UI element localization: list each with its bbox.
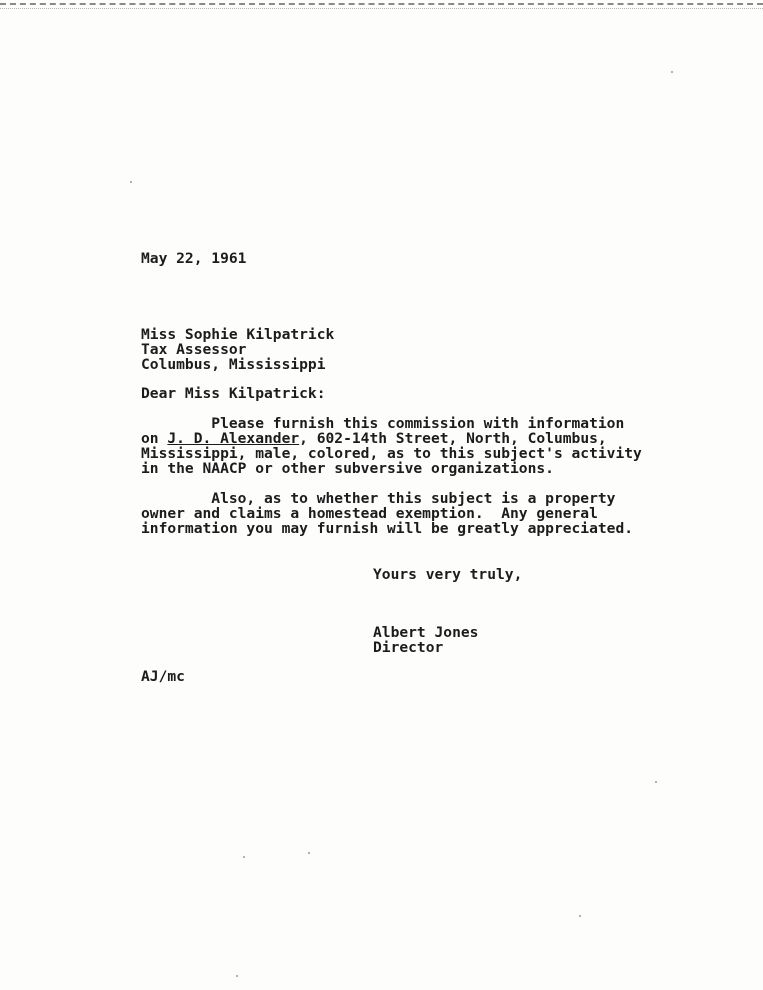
paper-speck <box>308 852 310 854</box>
paragraph-two <box>141 491 633 536</box>
paragraph-one-line-3: Mississippi, male, colored, as to this subject's activity <box>141 445 642 462</box>
perforated-edge <box>0 3 763 9</box>
paragraph-two-line-2: owner and claims a homestead exemption. Any general <box>141 505 598 522</box>
paragraph-one-line-2-suffix: , 602-14th Street, North, Columbus, <box>299 430 607 447</box>
signature-title: Director <box>373 639 444 656</box>
paragraph-one <box>141 416 642 476</box>
paragraph-one-line-2-prefix: on <box>141 430 168 447</box>
letter-date: May 22, 1961 <box>141 250 247 267</box>
recipient-location: Columbus, Mississippi <box>141 356 326 373</box>
reference-initials: AJ/mc <box>141 668 185 685</box>
paragraph-two-line-3: information you may furnish will be greatly appreciated. <box>141 520 634 537</box>
paragraph-two-line-1: Also, as to whether this subject is a property <box>141 490 616 507</box>
paper-speck <box>655 781 657 783</box>
paper-speck <box>236 975 238 977</box>
subject-name: J. D. Alexander <box>167 430 300 447</box>
paper-speck <box>671 71 673 73</box>
paper-speck <box>243 856 245 858</box>
paper-speck <box>579 915 581 917</box>
signature-name: Albert Jones <box>373 624 479 641</box>
paper-speck <box>130 181 132 183</box>
closing: Yours very truly, <box>373 566 523 583</box>
paragraph-one-line-1: Please furnish this commission with information <box>141 415 625 432</box>
paragraph-one-line-2 <box>141 431 642 446</box>
paragraph-one-line-4: in the NAACP or other subversive organizations. <box>141 460 554 477</box>
recipient-name: Miss Sophie Kilpatrick <box>141 326 335 343</box>
recipient-title: Tax Assessor <box>141 341 247 358</box>
salutation: Dear Miss Kilpatrick: <box>141 385 326 402</box>
